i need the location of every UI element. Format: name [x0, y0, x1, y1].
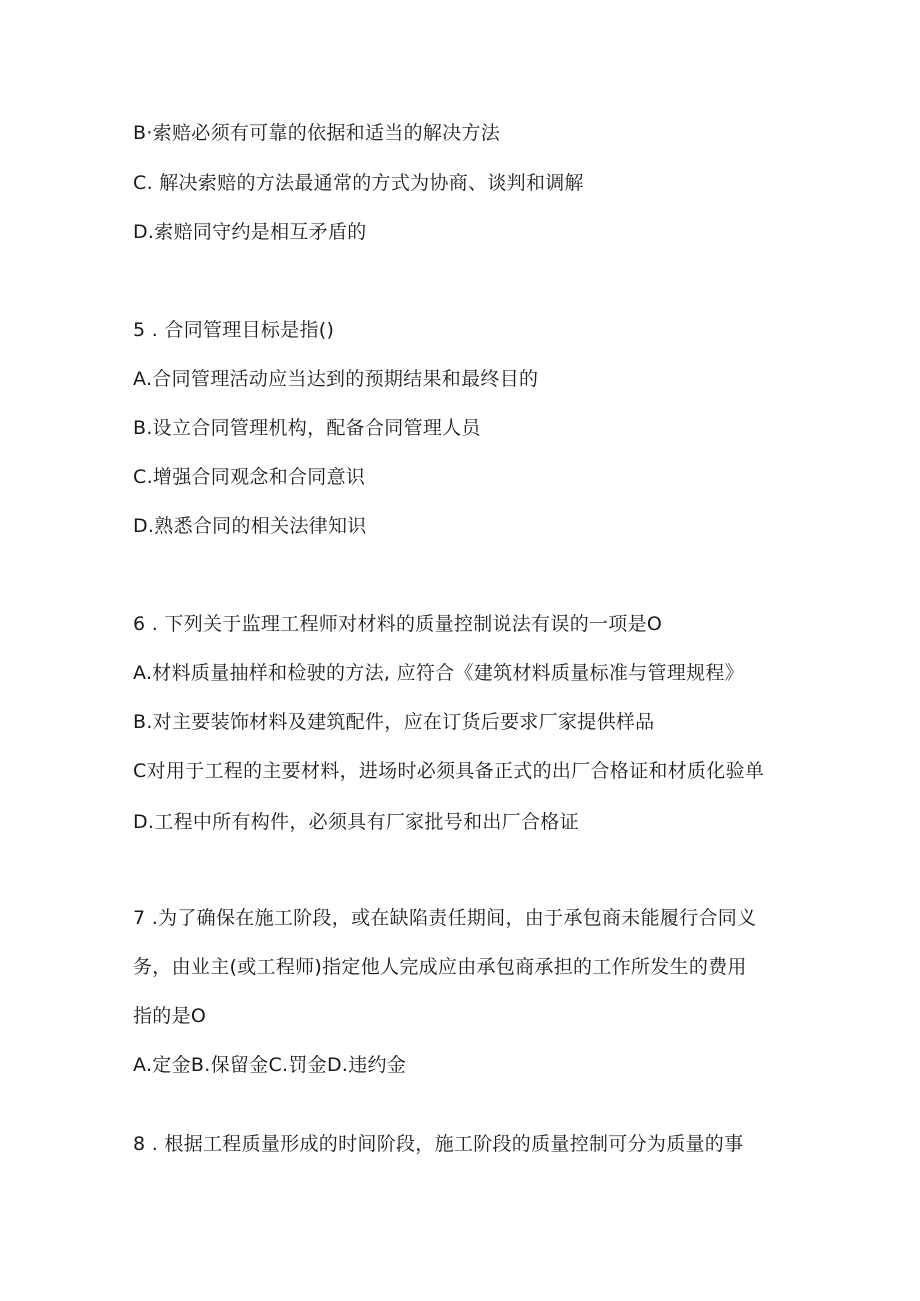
q6-option-d: D.工程中所有构件，必须具有厂家批号和出厂合格证 — [133, 811, 579, 833]
q8-question: 8 . 根据工程质量形成的时间阶段，施工阶段的质量控制可分为质量的事 — [133, 1133, 744, 1155]
q7-options: A.定金B.保留金C.罚金D.违约金 — [133, 1054, 407, 1076]
q6-option-a: A.材料质量抽样和检驶的方法, 应符合《建筑材料质量标准与管理规程》 — [133, 662, 744, 684]
q7-question-line-2: 务，由业主(或工程师)指定他人完成应由承包商承担的工作所发生的费用 — [133, 956, 747, 978]
q4-option-b: B·索赔必须有可靠的依据和适当的解决方法 — [133, 122, 501, 144]
q5-question: 5 . 合同管理目标是指() — [133, 319, 335, 341]
q6-question: 6 . 下列关于监理工程师对材料的质量控制说法有误的一项是O — [133, 613, 663, 635]
q6-option-b: B.对主要装饰材料及建筑配件，应在订货后要求厂家提供样品 — [133, 711, 655, 733]
q6-option-c: C对用于工程的主要材料，进场时必须具备正式的出厂合格证和材质化验单 — [133, 760, 765, 782]
q5-option-a: A.合同管理活动应当达到的预期结果和最终目的 — [133, 368, 539, 390]
q7-question-line-1: 7 .为了确保在施工阶段，或在缺陷责任期间，由于承包商未能履行合同义 — [133, 907, 757, 929]
q4-option-c: C. 解决索赔的方法最通常的方式为协商、谈判和调解 — [133, 172, 584, 194]
q5-option-b: B.设立合同管理机构，配备合同管理人员 — [133, 417, 481, 439]
q5-option-c: C.增强合同观念和合同意识 — [133, 466, 366, 488]
q4-option-d: D.索赔同守约是相互矛盾的 — [133, 221, 367, 243]
q5-option-d: D.熟悉合同的相关法律知识 — [133, 515, 367, 537]
q7-question-line-3: 指的是O — [133, 1005, 207, 1027]
